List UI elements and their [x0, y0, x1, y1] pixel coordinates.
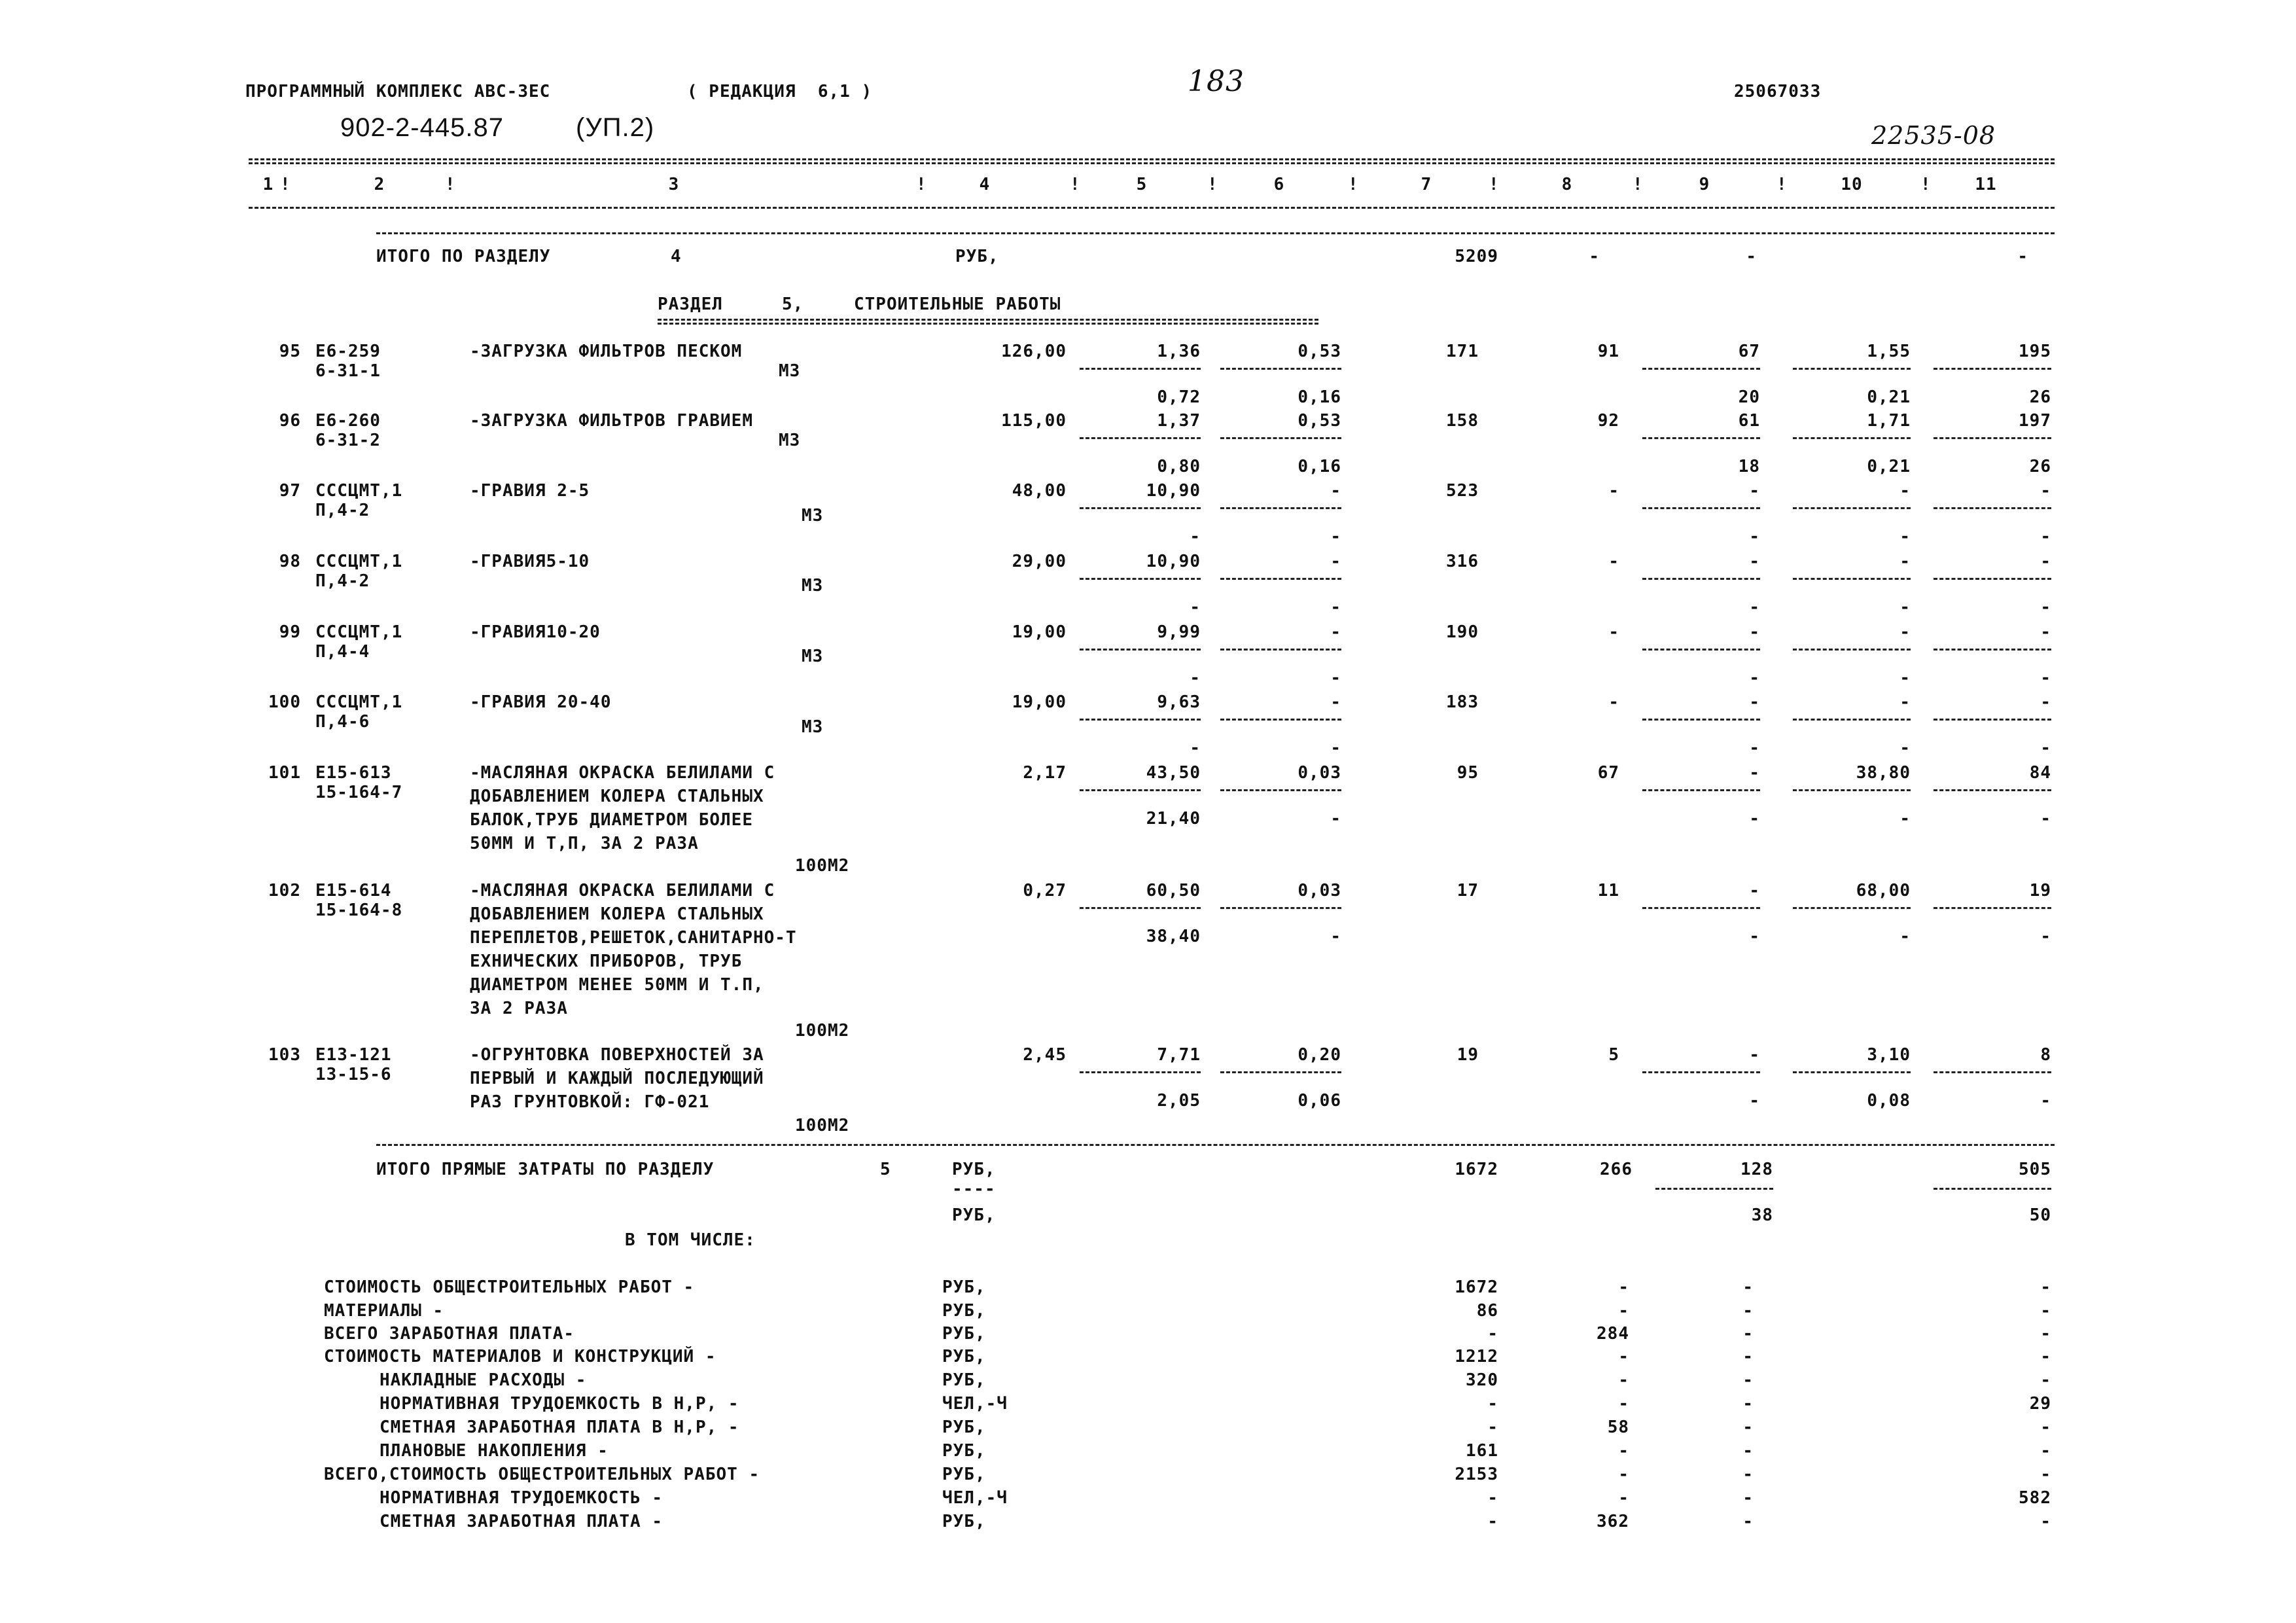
summary-c9: -: [1742, 1512, 1754, 1531]
labor-per-unit-machine: 0,21: [1867, 387, 1911, 407]
labor-per-unit-machine: -: [1899, 668, 1911, 688]
unit-of-measure: М3: [779, 361, 801, 381]
row-number: 102: [268, 881, 301, 901]
summary-c7: 1212: [1455, 1347, 1498, 1366]
summary-c11: -: [2040, 1441, 2051, 1461]
row-number: 97: [279, 481, 301, 501]
norm-code: Е13-121: [315, 1045, 392, 1065]
work-description: -ГРАВИЯ10-20: [470, 622, 601, 642]
work-description: -ЗАГРУЗКА ФИЛЬТРОВ ГРАВИЕМ: [470, 411, 753, 431]
norm-code-secondary: 6-31-1: [315, 361, 381, 381]
total-unit-dash: ----: [952, 1179, 996, 1199]
labor-per-unit-machine: -: [1899, 738, 1911, 758]
summary-c7: -: [1487, 1488, 1498, 1508]
unit-machine-cost: 0,20: [1298, 1045, 1341, 1065]
total-cost: 523: [1446, 481, 1479, 501]
row-number: 99: [279, 622, 301, 642]
col-num: 10: [1841, 175, 1863, 194]
norm-code-secondary: П,4-6: [315, 712, 370, 732]
total-c9b: 38: [1751, 1205, 1773, 1225]
norm-code-secondary: 6-31-2: [315, 431, 381, 450]
summary-c11: -: [2040, 1370, 2051, 1390]
labor-total-machine: -: [2040, 527, 2051, 546]
summary-c11: -: [2040, 1277, 2051, 1297]
unit-of-measure: 100М2: [795, 1021, 850, 1041]
summary-c11: -: [2040, 1301, 2051, 1321]
work-description: -ГРАВИЯ 2-5: [470, 481, 590, 501]
total-c9a: 128: [1740, 1160, 1773, 1179]
total-machine-wages: 20: [1738, 387, 1760, 407]
norm-code: Е15-614: [315, 881, 392, 901]
labor-total: 8: [2040, 1045, 2051, 1065]
total-c11b: 50: [2029, 1205, 2051, 1225]
quantity: 126,00: [1001, 342, 1067, 361]
labor-per-unit: -: [1899, 692, 1911, 712]
unit-machine-cost: 0,03: [1298, 881, 1341, 901]
summary-c11: -: [2040, 1512, 2051, 1531]
summary-c11: -: [2040, 1465, 2051, 1484]
labor-total: -: [2040, 692, 2051, 712]
edition: ( РЕДАКЦИЯ 6,1 ): [687, 82, 873, 101]
unit-price-total: 10,90: [1146, 481, 1201, 501]
total-machine-wages: -: [1749, 927, 1760, 946]
unit-price-wages: -: [1190, 597, 1201, 617]
row-number: 103: [268, 1045, 301, 1065]
col-num: 3: [668, 175, 680, 194]
work-description: ДОБАВЛЕНИЕМ КОЛЕРА СТАЛЬНЫХ: [470, 787, 764, 806]
norm-code-secondary: П,4-2: [315, 571, 370, 591]
col-num: 1: [262, 175, 274, 194]
work-description: ЕХНИЧЕСКИХ ПРИБОРОВ, ТРУБ: [470, 952, 743, 971]
summary-c8: 362: [1597, 1512, 1629, 1531]
unit-machine-wages: -: [1330, 738, 1341, 758]
labor-total-machine: 26: [2029, 457, 2051, 476]
unit-machine-cost: 0,53: [1298, 411, 1341, 431]
summary-c9: -: [1742, 1301, 1754, 1321]
labor-per-unit-machine: -: [1899, 597, 1911, 617]
total-cost: 190: [1446, 622, 1479, 642]
norm-code: Е15-613: [315, 763, 392, 783]
summary-c8: 284: [1597, 1324, 1629, 1344]
norm-code: СССЦМТ,1: [315, 692, 403, 712]
total-cost: 19: [1457, 1045, 1479, 1065]
labor-total: -: [2040, 552, 2051, 571]
total-section: 5: [880, 1160, 891, 1179]
subtotal-c8: -: [1589, 247, 1600, 266]
work-description: -ОГРУНТОВКА ПОВЕРХНОСТЕЙ ЗА: [470, 1045, 764, 1065]
labor-total-machine: -: [2040, 927, 2051, 946]
col-num: 11: [1975, 175, 1997, 194]
summary-c7: 86: [1476, 1301, 1498, 1321]
total-wages: 11: [1597, 881, 1619, 901]
page-number: 183: [1188, 65, 1245, 98]
unit-machine-wages: 0,06: [1298, 1091, 1341, 1111]
summary-c11: -: [2040, 1347, 2051, 1366]
quantity: 29,00: [1012, 552, 1067, 571]
work-description: -ГРАВИЯ5-10: [470, 552, 590, 571]
labor-per-unit-machine: -: [1899, 927, 1911, 946]
summary-c7: -: [1487, 1394, 1498, 1414]
summary-c7: 320: [1466, 1370, 1498, 1390]
col-num: 9: [1699, 175, 1710, 194]
total-machine-wages: -: [1749, 668, 1760, 688]
summary-c9: -: [1742, 1441, 1754, 1461]
unit-of-measure: М3: [779, 431, 801, 450]
work-description: ДИАМЕТРОМ МЕНЕЕ 50ММ И Т.П,: [470, 975, 764, 995]
summary-c9: -: [1742, 1418, 1754, 1437]
total-wages: -: [1608, 552, 1619, 571]
summary-unit: РУБ,: [942, 1441, 986, 1461]
summary-c8: -: [1618, 1441, 1629, 1461]
unit-price-total: 9,63: [1157, 692, 1201, 712]
total-cost: 158: [1446, 411, 1479, 431]
summary-c7: -: [1487, 1324, 1498, 1344]
norm-code-secondary: П,4-2: [315, 501, 370, 520]
work-description: -ЗАГРУЗКА ФИЛЬТРОВ ПЕСКОМ: [470, 342, 743, 361]
summary-label: НОРМАТИВНАЯ ТРУДОЕМКОСТЬ В Н,Р, -: [380, 1394, 739, 1414]
norm-code: СССЦМТ,1: [315, 622, 403, 642]
section-label: РАЗДЕЛ: [658, 294, 723, 314]
labor-per-unit: -: [1899, 622, 1911, 642]
quantity: 2,17: [1023, 763, 1067, 783]
norm-code-secondary: 15-164-7: [315, 783, 403, 802]
unit-of-measure: 100М2: [795, 856, 850, 876]
labor-per-unit: -: [1899, 481, 1911, 501]
total-wages: -: [1608, 481, 1619, 501]
summary-c11: 582: [2019, 1488, 2051, 1508]
col-num: 6: [1273, 175, 1285, 194]
total-wages: 91: [1597, 342, 1619, 361]
total-machine-wages: -: [1749, 597, 1760, 617]
summary-c11: -: [2040, 1324, 2051, 1344]
total-cost: 17: [1457, 881, 1479, 901]
subtotal-c7: 5209: [1455, 247, 1498, 266]
summary-label: СТОИМОСТЬ МАТЕРИАЛОВ И КОНСТРУКЦИЙ -: [324, 1347, 716, 1366]
unit-machine-wages: -: [1330, 527, 1341, 546]
summary-c8: -: [1618, 1465, 1629, 1484]
col-num: 2: [374, 175, 385, 194]
labor-per-unit: -: [1899, 552, 1911, 571]
summary-c8: 58: [1607, 1418, 1629, 1437]
unit-machine-wages: -: [1330, 668, 1341, 688]
summary-c7: 1672: [1455, 1277, 1498, 1297]
total-machine-wages: 18: [1738, 457, 1760, 476]
labor-total: 19: [2029, 881, 2051, 901]
summary-c8: -: [1618, 1370, 1629, 1390]
total-wages: 92: [1597, 411, 1619, 431]
summary-unit: РУБ,: [942, 1301, 986, 1321]
total-machine-wages: -: [1749, 738, 1760, 758]
summary-c8: -: [1618, 1301, 1629, 1321]
unit-of-measure: М3: [802, 576, 824, 596]
summary-c11: 29: [2029, 1394, 2051, 1414]
summary-unit: ЧЕЛ,-Ч: [942, 1488, 1008, 1508]
quantity: 115,00: [1001, 411, 1067, 431]
summary-c7: -: [1487, 1418, 1498, 1437]
total-rule: [376, 1144, 2055, 1146]
summary-c9: -: [1742, 1347, 1754, 1366]
total-wages: -: [1608, 622, 1619, 642]
unit-price-total: 43,50: [1146, 763, 1201, 783]
unit-price-wages: 0,80: [1157, 457, 1201, 476]
total-cost: 95: [1457, 763, 1479, 783]
unit-machine-cost: -: [1330, 481, 1341, 501]
total-machine-cost: -: [1749, 622, 1760, 642]
norm-code: СССЦМТ,1: [315, 552, 403, 571]
section-name: СТРОИТЕЛЬНЫЕ РАБОТЫ: [854, 294, 1061, 314]
summary-c9: -: [1742, 1324, 1754, 1344]
labor-per-unit-machine: 0,08: [1867, 1091, 1911, 1111]
summary-unit: ЧЕЛ,-Ч: [942, 1394, 1008, 1414]
labor-total: -: [2040, 481, 2051, 501]
summary-c9: -: [1742, 1370, 1754, 1390]
reference-number: 22535-08: [1871, 121, 1996, 150]
document-code: 25067033: [1734, 82, 1822, 101]
unit-of-measure: М3: [802, 506, 824, 526]
summary-unit: РУБ,: [942, 1347, 986, 1366]
labor-total-machine: -: [2040, 809, 2051, 829]
labor-total: 84: [2029, 763, 2051, 783]
summary-label: ПЛАНОВЫЕ НАКОПЛЕНИЯ -: [380, 1441, 609, 1461]
unit-machine-wages: -: [1330, 809, 1341, 829]
summary-label: СМЕТНАЯ ЗАРАБОТНАЯ ПЛАТА В Н,Р, -: [380, 1418, 739, 1437]
labor-per-unit: 1,55: [1867, 342, 1911, 361]
work-description: РАЗ ГРУНТОВКОЙ: ГФ-021: [470, 1092, 710, 1112]
subtotal-c9: -: [1746, 247, 1757, 266]
work-description: ПЕРЕПЛЕТОВ,РЕШЕТОК,САНИТАРНО-Т: [470, 928, 797, 948]
work-description: -МАСЛЯНАЯ ОКРАСКА БЕЛИЛАМИ С: [470, 881, 775, 901]
total-machine-wages: -: [1749, 809, 1760, 829]
total-c8: 266: [1600, 1160, 1633, 1179]
row-number: 98: [279, 552, 301, 571]
work-description: -МАСЛЯНАЯ ОКРАСКА БЕЛИЛАМИ С: [470, 763, 775, 783]
summary-unit: РУБ,: [942, 1465, 986, 1484]
unit-price-wages: 38,40: [1146, 927, 1201, 946]
album-number: (УП.2): [576, 113, 655, 142]
quantity: 0,27: [1023, 881, 1067, 901]
labor-total-machine: -: [2040, 738, 2051, 758]
unit-of-measure: М3: [802, 647, 824, 666]
labor-per-unit: 38,80: [1856, 763, 1911, 783]
labor-per-unit: 68,00: [1856, 881, 1911, 901]
total-machine-cost: 61: [1738, 411, 1760, 431]
unit-price-wages: 2,05: [1157, 1091, 1201, 1111]
unit-machine-cost: 0,03: [1298, 763, 1341, 783]
total-machine-cost: -: [1749, 481, 1760, 501]
summary-c9: -: [1742, 1277, 1754, 1297]
labor-per-unit: 1,71: [1867, 411, 1911, 431]
work-description: 50ММ И Т,П, ЗА 2 РАЗА: [470, 834, 699, 853]
labor-total-machine: -: [2040, 597, 2051, 617]
unit-machine-cost: -: [1330, 552, 1341, 571]
unit-machine-cost: -: [1330, 622, 1341, 642]
unit-price-wages: -: [1190, 738, 1201, 758]
subtotal-section: 4: [671, 247, 682, 266]
unit-of-measure: 100М2: [795, 1116, 850, 1135]
subtotal-c11: -: [2017, 247, 2028, 266]
labor-total-machine: 26: [2029, 387, 2051, 407]
work-description: ДОБАВЛЕНИЕМ КОЛЕРА СТАЛЬНЫХ: [470, 904, 764, 924]
summary-unit: РУБ,: [942, 1324, 986, 1344]
summary-label: ВСЕГО ЗАРАБОТНАЯ ПЛАТА-: [324, 1324, 575, 1344]
summary-unit: РУБ,: [942, 1370, 986, 1390]
summary-c9: -: [1742, 1394, 1754, 1414]
unit-price-wages: -: [1190, 668, 1201, 688]
row-number: 96: [279, 411, 301, 431]
labor-per-unit: 3,10: [1867, 1045, 1911, 1065]
row-number: 101: [268, 763, 301, 783]
summary-c8: -: [1618, 1277, 1629, 1297]
labor-total-machine: -: [2040, 1091, 2051, 1111]
unit-price-wages: -: [1190, 527, 1201, 546]
labor-per-unit-machine: -: [1899, 809, 1911, 829]
summary-label: НОРМАТИВНАЯ ТРУДОЕМКОСТЬ -: [380, 1488, 663, 1508]
total-cost: 183: [1446, 692, 1479, 712]
summary-c8: -: [1618, 1347, 1629, 1366]
summary-c7: 161: [1466, 1441, 1498, 1461]
unit-price-wages: 21,40: [1146, 809, 1201, 829]
norm-code-secondary: 15-164-8: [315, 901, 403, 920]
quantity: 19,00: [1012, 622, 1067, 642]
unit-machine-wages: -: [1330, 597, 1341, 617]
summary-c7: 2153: [1455, 1465, 1498, 1484]
work-description: -ГРАВИЯ 20-40: [470, 692, 612, 712]
labor-total: 197: [2019, 411, 2051, 431]
including-label: В ТОМ ЧИСЛЕ:: [625, 1230, 756, 1250]
unit-machine-wages: -: [1330, 927, 1341, 946]
summary-label: МАТЕРИАЛЫ -: [324, 1301, 444, 1321]
unit-price-total: 60,50: [1146, 881, 1201, 901]
total-machine-cost: -: [1749, 763, 1760, 783]
unit-price-total: 1,37: [1157, 411, 1201, 431]
summary-label: ВСЕГО,СТОИМОСТЬ ОБЩЕСТРОИТЕЛЬНЫХ РАБОТ -: [324, 1465, 760, 1484]
summary-label: СТОИМОСТЬ ОБЩЕСТРОИТЕЛЬНЫХ РАБОТ -: [324, 1277, 695, 1297]
summary-label: СМЕТНАЯ ЗАРАБОТНАЯ ПЛАТА -: [380, 1512, 663, 1531]
summary-c7: -: [1487, 1512, 1498, 1531]
project-number: 902-2-445.87: [340, 113, 504, 142]
quantity: 2,45: [1023, 1045, 1067, 1065]
header-rule-bottom: [249, 207, 2055, 209]
norm-code: СССЦМТ,1: [315, 481, 403, 501]
total-machine-cost: -: [1749, 881, 1760, 901]
col-num: 5: [1136, 175, 1148, 194]
total-label: ИТОГО ПРЯМЫЕ ЗАТРАТЫ ПО РАЗДЕЛУ: [376, 1160, 715, 1179]
col-num: 8: [1561, 175, 1573, 194]
summary-c11: -: [2040, 1418, 2051, 1437]
summary-c8: -: [1618, 1488, 1629, 1508]
unit-price-total: 7,71: [1157, 1045, 1201, 1065]
total-unit: РУБ,: [952, 1160, 996, 1179]
unit-machine-cost: -: [1330, 692, 1341, 712]
labor-total: -: [2040, 622, 2051, 642]
unit-machine-wages: 0,16: [1298, 387, 1341, 407]
work-description: ПЕРВЫЙ И КАЖДЫЙ ПОСЛЕДУЮЩИЙ: [470, 1069, 764, 1088]
col-num: 4: [979, 175, 991, 194]
summary-unit: РУБ,: [942, 1512, 986, 1531]
total-cost: 316: [1446, 552, 1479, 571]
total-c11a: 505: [2019, 1160, 2051, 1179]
labor-per-unit-machine: -: [1899, 527, 1911, 546]
unit-of-measure: М3: [802, 717, 824, 737]
total-machine-cost: -: [1749, 692, 1760, 712]
labor-per-unit-machine: 0,21: [1867, 457, 1911, 476]
total-machine-wages: -: [1749, 1091, 1760, 1111]
summary-c8: -: [1618, 1394, 1629, 1414]
total-wages: -: [1608, 692, 1619, 712]
subtotal-label: ИТОГО ПО РАЗДЕЛУ: [376, 247, 551, 266]
quantity: 19,00: [1012, 692, 1067, 712]
program-name: ПРОГРАММНЫЙ КОМПЛЕКС АВС-ЗЕС: [245, 82, 551, 101]
summary-c9: -: [1742, 1465, 1754, 1484]
summary-unit: РУБ,: [942, 1418, 986, 1437]
total-wages: 5: [1608, 1045, 1619, 1065]
total-machine-cost: -: [1749, 1045, 1760, 1065]
quantity: 48,00: [1012, 481, 1067, 501]
unit-price-wages: 0,72: [1157, 387, 1201, 407]
norm-code: Е6-259: [315, 342, 381, 361]
total-cost: 171: [1446, 342, 1479, 361]
labor-total-machine: -: [2040, 668, 2051, 688]
work-description: БАЛОК,ТРУБ ДИАМЕТРОМ БОЛЕЕ: [470, 810, 753, 830]
header-rule: [249, 158, 2055, 164]
total-machine-wages: -: [1749, 527, 1760, 546]
row-number: 95: [279, 342, 301, 361]
labor-total: 195: [2019, 342, 2051, 361]
norm-code-secondary: 13-15-6: [315, 1065, 392, 1084]
col-num: 7: [1421, 175, 1432, 194]
unit-machine-cost: 0,53: [1298, 342, 1341, 361]
summary-label: НАКЛАДНЫЕ РАСХОДЫ -: [380, 1370, 587, 1390]
summary-c9: -: [1742, 1488, 1754, 1508]
total-c7: 1672: [1455, 1160, 1498, 1179]
section-underline: [658, 319, 1318, 325]
total-wages: 67: [1597, 763, 1619, 783]
unit-price-total: 1,36: [1157, 342, 1201, 361]
subtotal-rule: [376, 232, 2055, 234]
total-machine-cost: -: [1749, 552, 1760, 571]
norm-code-secondary: П,4-4: [315, 642, 370, 662]
unit-price-total: 10,90: [1146, 552, 1201, 571]
row-number: 100: [268, 692, 301, 712]
norm-code: Е6-260: [315, 411, 381, 431]
total-machine-cost: 67: [1738, 342, 1760, 361]
unit-price-total: 9,99: [1157, 622, 1201, 642]
section-number: 5,: [782, 294, 804, 314]
summary-unit: РУБ,: [942, 1277, 986, 1297]
subtotal-unit: РУБ,: [955, 247, 999, 266]
work-description: ЗА 2 РАЗА: [470, 999, 568, 1018]
unit-machine-wages: 0,16: [1298, 457, 1341, 476]
total-unit-2: РУБ,: [952, 1205, 996, 1225]
